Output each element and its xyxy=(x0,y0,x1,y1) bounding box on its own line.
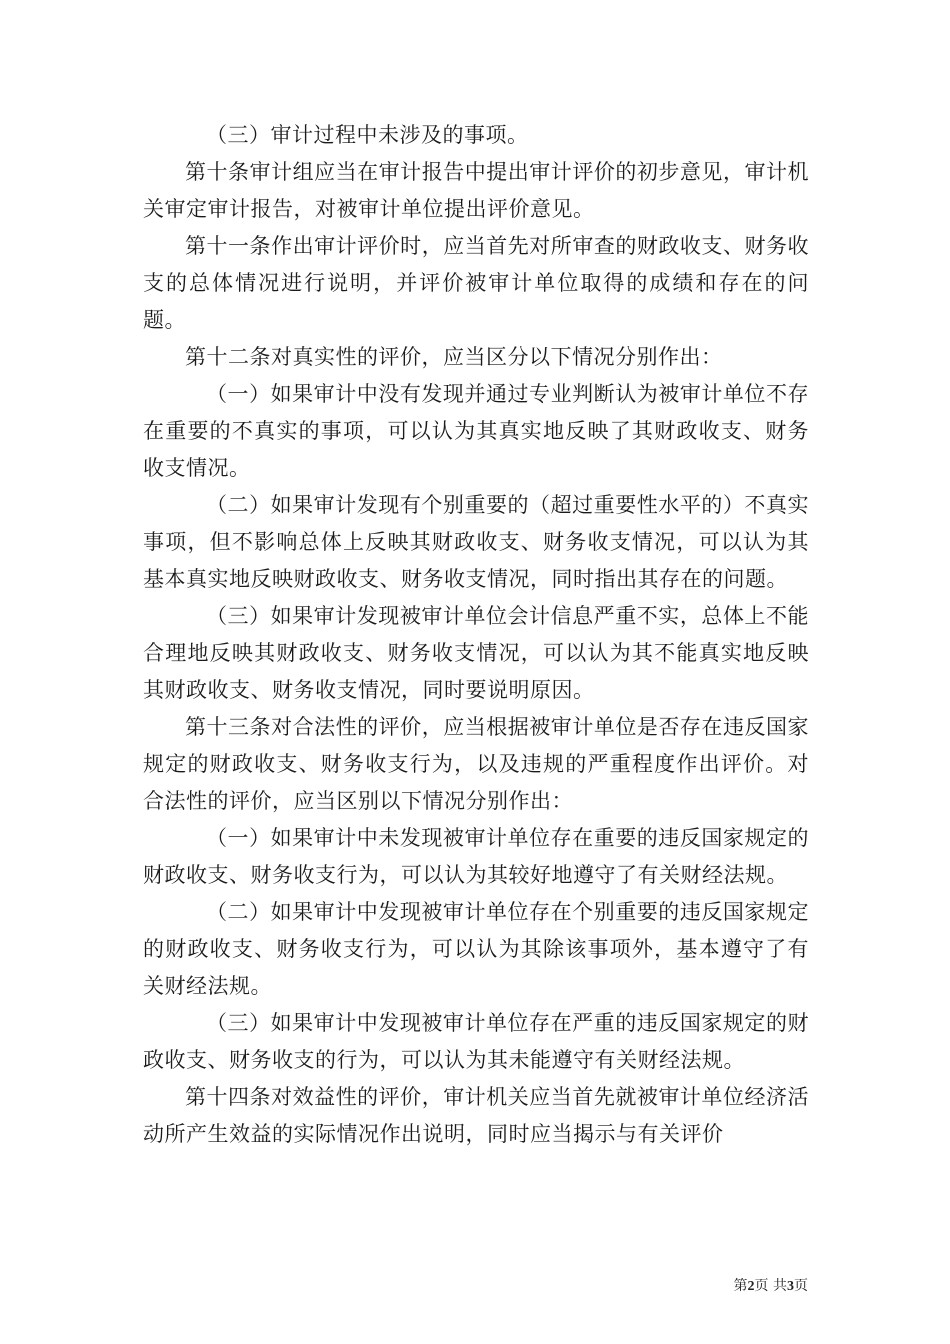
paragraph-3: 第十一条作出审计评价时，应当首先对所审查的财政收支、财务收支的总体情况进行说明，并评价被审计单位取得的成绩和存在的问题。 xyxy=(143,234,809,332)
paragraph-2: 第十条审计组应当在审计报告中提出审计评价的初步意见，审计机关审定审计报告，对被审计单位提出评价意见。 xyxy=(143,160,809,221)
document-body xyxy=(143,117,809,1153)
paragraph-1: （三）审计过程中未涉及的事项。 xyxy=(206,123,529,147)
footer-prefix: 第 xyxy=(733,1278,748,1294)
footer-total-pages: 3 xyxy=(787,1279,794,1294)
footer-suffix: 页 xyxy=(794,1278,808,1294)
paragraph-5: （一）如果审计中没有发现并通过专业判断认为被审计单位不存在重要的不真实的事项，可以认为其真实地反映了其财政收支、财务收支情况。 xyxy=(143,382,809,480)
paragraph-9: （一）如果审计中未发现被审计单位存在重要的违反国家规定的财政收支、财务收支行为，可以认为其较好地遵守了有关财经法规。 xyxy=(143,826,809,887)
paragraph-7: （三）如果审计发现被审计单位会计信息严重不实，总体上不能合理地反映其财政收支、财务收支情况，可以认为其不能真实地反映其财政收支、财务收支情况，同时要说明原因。 xyxy=(143,604,809,702)
paragraph-11: （三）如果审计中发现被审计单位存在严重的违反国家规定的财政收支、财务收支的行为，可以认为其未能遵守有关财经法规。 xyxy=(143,1011,809,1072)
paragraph-6: （二）如果审计发现有个别重要的（超过重要性水平的）不真实事项，但不影响总体上反映其财政收支、财务收支情况，可以认为其基本真实地反映财政收支、财务收支情况，同时指出其存在的问题。 xyxy=(143,493,809,591)
paragraph-4: 第十二条对真实性的评价，应当区分以下情况分别作出： xyxy=(185,345,723,369)
footer-middle: 页 共 xyxy=(754,1278,787,1294)
paragraph-10: （二）如果审计中发现被审计单位存在个别重要的违反国家规定的财政收支、财务收支行为，可以认为其除该事项外，基本遵守了有关财经法规。 xyxy=(143,900,809,998)
paragraph-8: 第十三条对合法性的评价，应当根据被审计单位是否存在违反国家规定的财政收支、财务收支行为，以及违规的严重程度作出评价。对合法性的评价，应当区别以下情况分别作出： xyxy=(143,715,809,813)
paragraph-12: 第十四条对效益性的评价，审计机关应当首先就被审计单位经济活动所产生效益的实际情况作出说明，同时应当揭示与有关评价 xyxy=(143,1085,809,1146)
page-footer xyxy=(700,1277,808,1296)
footer-current-page: 2 xyxy=(747,1279,755,1294)
